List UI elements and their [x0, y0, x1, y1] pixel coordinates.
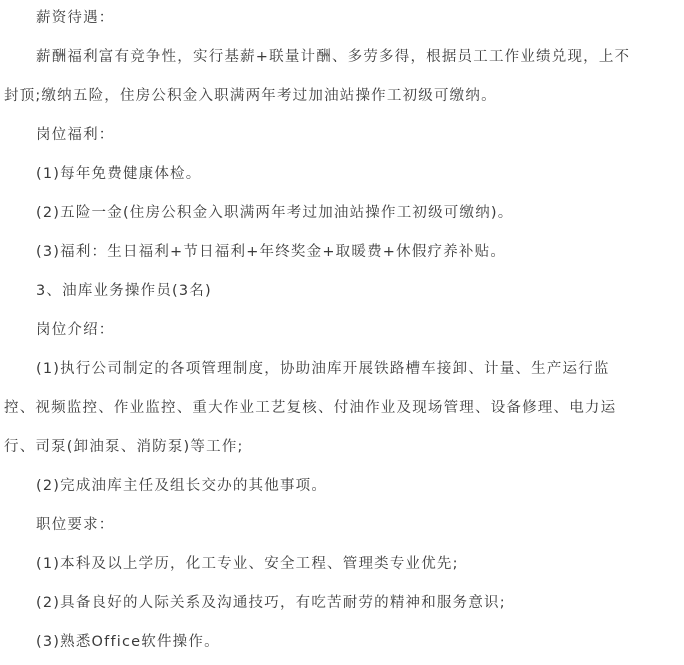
benefit-item-1: (1)每年免费健康体检。: [36, 166, 202, 182]
salary-text-line-2: 封顶;缴纳五险，住房公积金入职满两年考过加油站操作工初级可缴纳。: [4, 88, 497, 104]
intro-heading: 岗位介绍：: [36, 322, 115, 338]
requirement-item-3: (3)熟悉Office软件操作。: [36, 634, 220, 650]
requirement-item-1: (1)本科及以上学历，化工专业、安全工程、管理类专业优先;: [36, 556, 459, 572]
benefits-heading: 岗位福利：: [36, 127, 115, 143]
salary-heading: 薪资待遇：: [36, 10, 115, 26]
salary-text-line-1: 薪酬福利富有竞争性，实行基薪+联量计酬、多劳多得，根据员工工作业绩兑现，上不: [36, 49, 631, 65]
requirements-heading: 职位要求：: [36, 517, 115, 533]
benefit-item-2: (2)五险一金(住房公积金入职满两年考过加油站操作工初级可缴纳)。: [36, 205, 514, 221]
position-title: 3、油库业务操作员(3名): [36, 283, 212, 299]
benefit-item-3: (3)福利：生日福利+节日福利+年终奖金+取暖费+休假疗养补贴。: [36, 244, 507, 260]
intro-item-2: (2)完成油库主任及组长交办的其他事项。: [36, 478, 328, 494]
intro-item-1-line-1: (1)执行公司制定的各项管理制度，协助油库开展铁路槽车接卸、计量、生产运行监: [36, 361, 610, 377]
intro-item-1-line-2: 控、视频监控、作业监控、重大作业工艺复核、付油作业及现场管理、设备修理、电力运: [4, 400, 617, 416]
intro-item-1-line-3: 行、司泵(卸油泵、消防泵)等工作;: [4, 439, 244, 455]
requirement-item-2: (2)具备良好的人际关系及沟通技巧，有吃苦耐劳的精神和服务意识;: [36, 595, 506, 611]
